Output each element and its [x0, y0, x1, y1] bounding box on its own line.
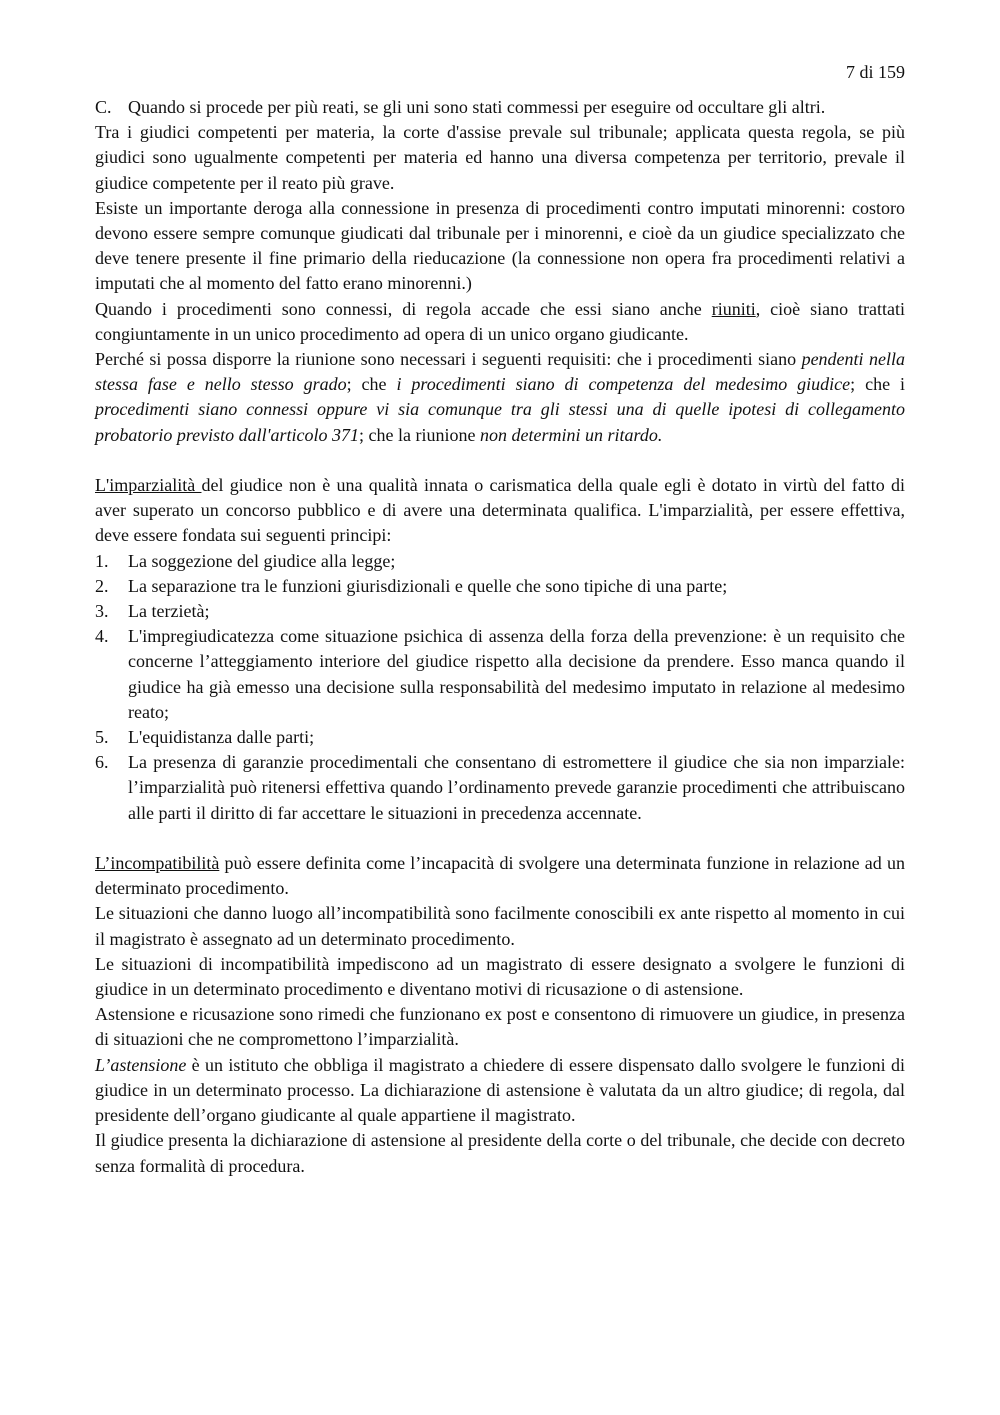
italic-requirement: procedimenti siano connessi oppure vi sia comunque tra gli stessi una di quelle ipotesi di collegamento probatorio previsto dall'articolo 371: [95, 399, 905, 445]
text-run: può essere definita come l’incapacità di svolgere una determinata funzione in relazione ad un determinato procedimento.: [95, 853, 905, 899]
text-run: ; che: [346, 374, 397, 395]
term-astensione: L’astensione: [95, 1054, 187, 1075]
list-marker: 1.: [95, 550, 109, 571]
list-marker: 4.: [95, 626, 109, 647]
term-riuniti: riuniti: [711, 298, 756, 319]
list-item: [95, 624, 905, 725]
italic-requirement: pendenti nella stessa fase e nello stesso grado: [95, 349, 905, 395]
list-marker: 3.: [95, 601, 109, 622]
list-marker: 2.: [95, 575, 109, 596]
paragraph-incompatibility-ex-ante: Le situazioni che danno luogo all’incompatibilità sono facilmente conoscibili ex ante rispetto al momento in cui il magistrato è assegnato ad un determinato procedimento.: [95, 903, 905, 949]
document-body: [95, 95, 905, 1179]
paragraph-incompatibility-definition: [95, 851, 905, 901]
paragraph-impartiality-intro: [95, 473, 905, 549]
term-imparzialita: L'imparzialità: [95, 475, 202, 496]
term-incompatibilita: L’incompatibilità: [95, 853, 220, 874]
list-item-text: La presenza di garanzie procedimentali che consentano di estromettere il giudice che sia non imparziale: l’imparzialità può ritenersi effettiva quando l’ordinamento prevede garanzie procedimenti che attribuiscano alle parti il diritto di far accettare le situazioni in precedenza accennate.: [128, 752, 905, 823]
paragraph-abstention-procedure: Il giudice presenta la dichiarazione di astensione al presidente della corte o del tribunale, che decide con decreto senza formalità di procedura.: [95, 1130, 905, 1176]
italic-requirement: non determini un ritardo.: [479, 424, 663, 445]
italic-requirement: i procedimenti siano di competenza del medesimo giudice: [396, 374, 851, 395]
list-item-text: L'equidistanza dalle parti;: [128, 727, 315, 748]
list-item-text: Quando si procede per più reati, se gli uni sono stati commessi per eseguire od occultare gli altri.: [128, 97, 826, 117]
list-item-text: La soggezione del giudice alla legge;: [128, 550, 396, 571]
text-run: , cioè siano trattati congiuntamente in un unico procedimento ad opera di un unico organo giudicante.: [95, 298, 906, 344]
paragraph-incompatibility-effects: Le situazioni di incompatibilità impediscono ad un magistrato di essere designato a svolgere le funzioni di giudice in un determinato procedimento e diventano motivi di ricusazione o di astensione.: [95, 953, 905, 1000]
list-item-text: L'impregiudicatezza come situazione psichica di assenza della forza della prevenzione: è un requisito che concerne l’atteggiamento interiore del giudice rispetto alla decisione da prendere. Esso manca quando il giudice ha già emesso una decisione sulla responsabilità del medesimo imputato in relazione al medesimo reato;: [128, 626, 905, 722]
text-run: è un istituto che obbliga il magistrato a chiedere di essere dispensato dallo svolgere le funzioni di giudice in un determinato processo. La dichiarazione di astensione è valutata da un altro giudice; di regola, dal presidente dell’organo giudicante al quale appartiene il magistrato.: [95, 1054, 905, 1126]
text-run: ; che i: [850, 374, 905, 395]
paragraph-minors-derogation: Esiste un importante deroga alla connessione in presenza di procedimenti contro imputati minorenni: costoro devono essere sempre comunque giudicati dal tribunale per i minorenni, e cioè da un giudice specializzato che deve tenere presente il fine primario della rieducazione (la connessione non opera fra procedimenti relativi a imputati che al momento del fatto erano minorenni.): [95, 197, 905, 294]
text-run: Quando i procedimenti sono connessi, di regola accade che essi siano anche: [95, 298, 712, 319]
paragraph-remedies: Astensione e ricusazione sono rimedi che funzionano ex post e consentono di rimuovere un giudice, in presenza di situazioni che ne compromettono l’imparzialità.: [95, 1004, 905, 1050]
section-gap: [95, 826, 905, 851]
list-item: [95, 574, 905, 599]
list-item: [95, 549, 905, 574]
list-item: [95, 599, 905, 624]
paragraph-competence-rule: Tra i giudici competenti per materia, la corte d'assise prevale sul tribunale; applicata questa regola, se più giudici sono ugualmente competenti per materia ed hanno una diversa competenza per territorio, prevale il giudice competente per il reato più grave.: [95, 122, 905, 193]
list-item: [95, 725, 905, 750]
text-run: Perché si possa disporre la riunione sono necessari i seguenti requisiti: che i procedimenti siano: [95, 349, 802, 370]
page-number: 7 di 159: [845, 62, 905, 82]
list-marker: 6.: [95, 752, 109, 773]
list-marker: C.: [95, 97, 112, 117]
paragraph-abstention: [95, 1053, 905, 1129]
paragraph-joinder-requirements: [95, 347, 905, 448]
list-item: [95, 750, 905, 826]
list-item-c: [95, 95, 905, 120]
list-item-text: La separazione tra le funzioni giurisdizionali e quelle che sono tipiche di una parte;: [128, 575, 728, 596]
list-marker: 5.: [95, 727, 109, 748]
text-run: ; che la riunione: [359, 424, 480, 445]
list-item-text: La terzietà;: [128, 601, 210, 622]
section-gap: [95, 448, 905, 473]
text-run: del giudice non è una qualità innata o carismatica della quale egli è dotato in virtù del fatto di aver superato un concorso pubblico e di avere una determinata qualifica. L'imparzialità, per essere effettiva, deve essere fondata sui seguenti principi:: [95, 475, 906, 546]
paragraph-joinder: [95, 297, 905, 347]
